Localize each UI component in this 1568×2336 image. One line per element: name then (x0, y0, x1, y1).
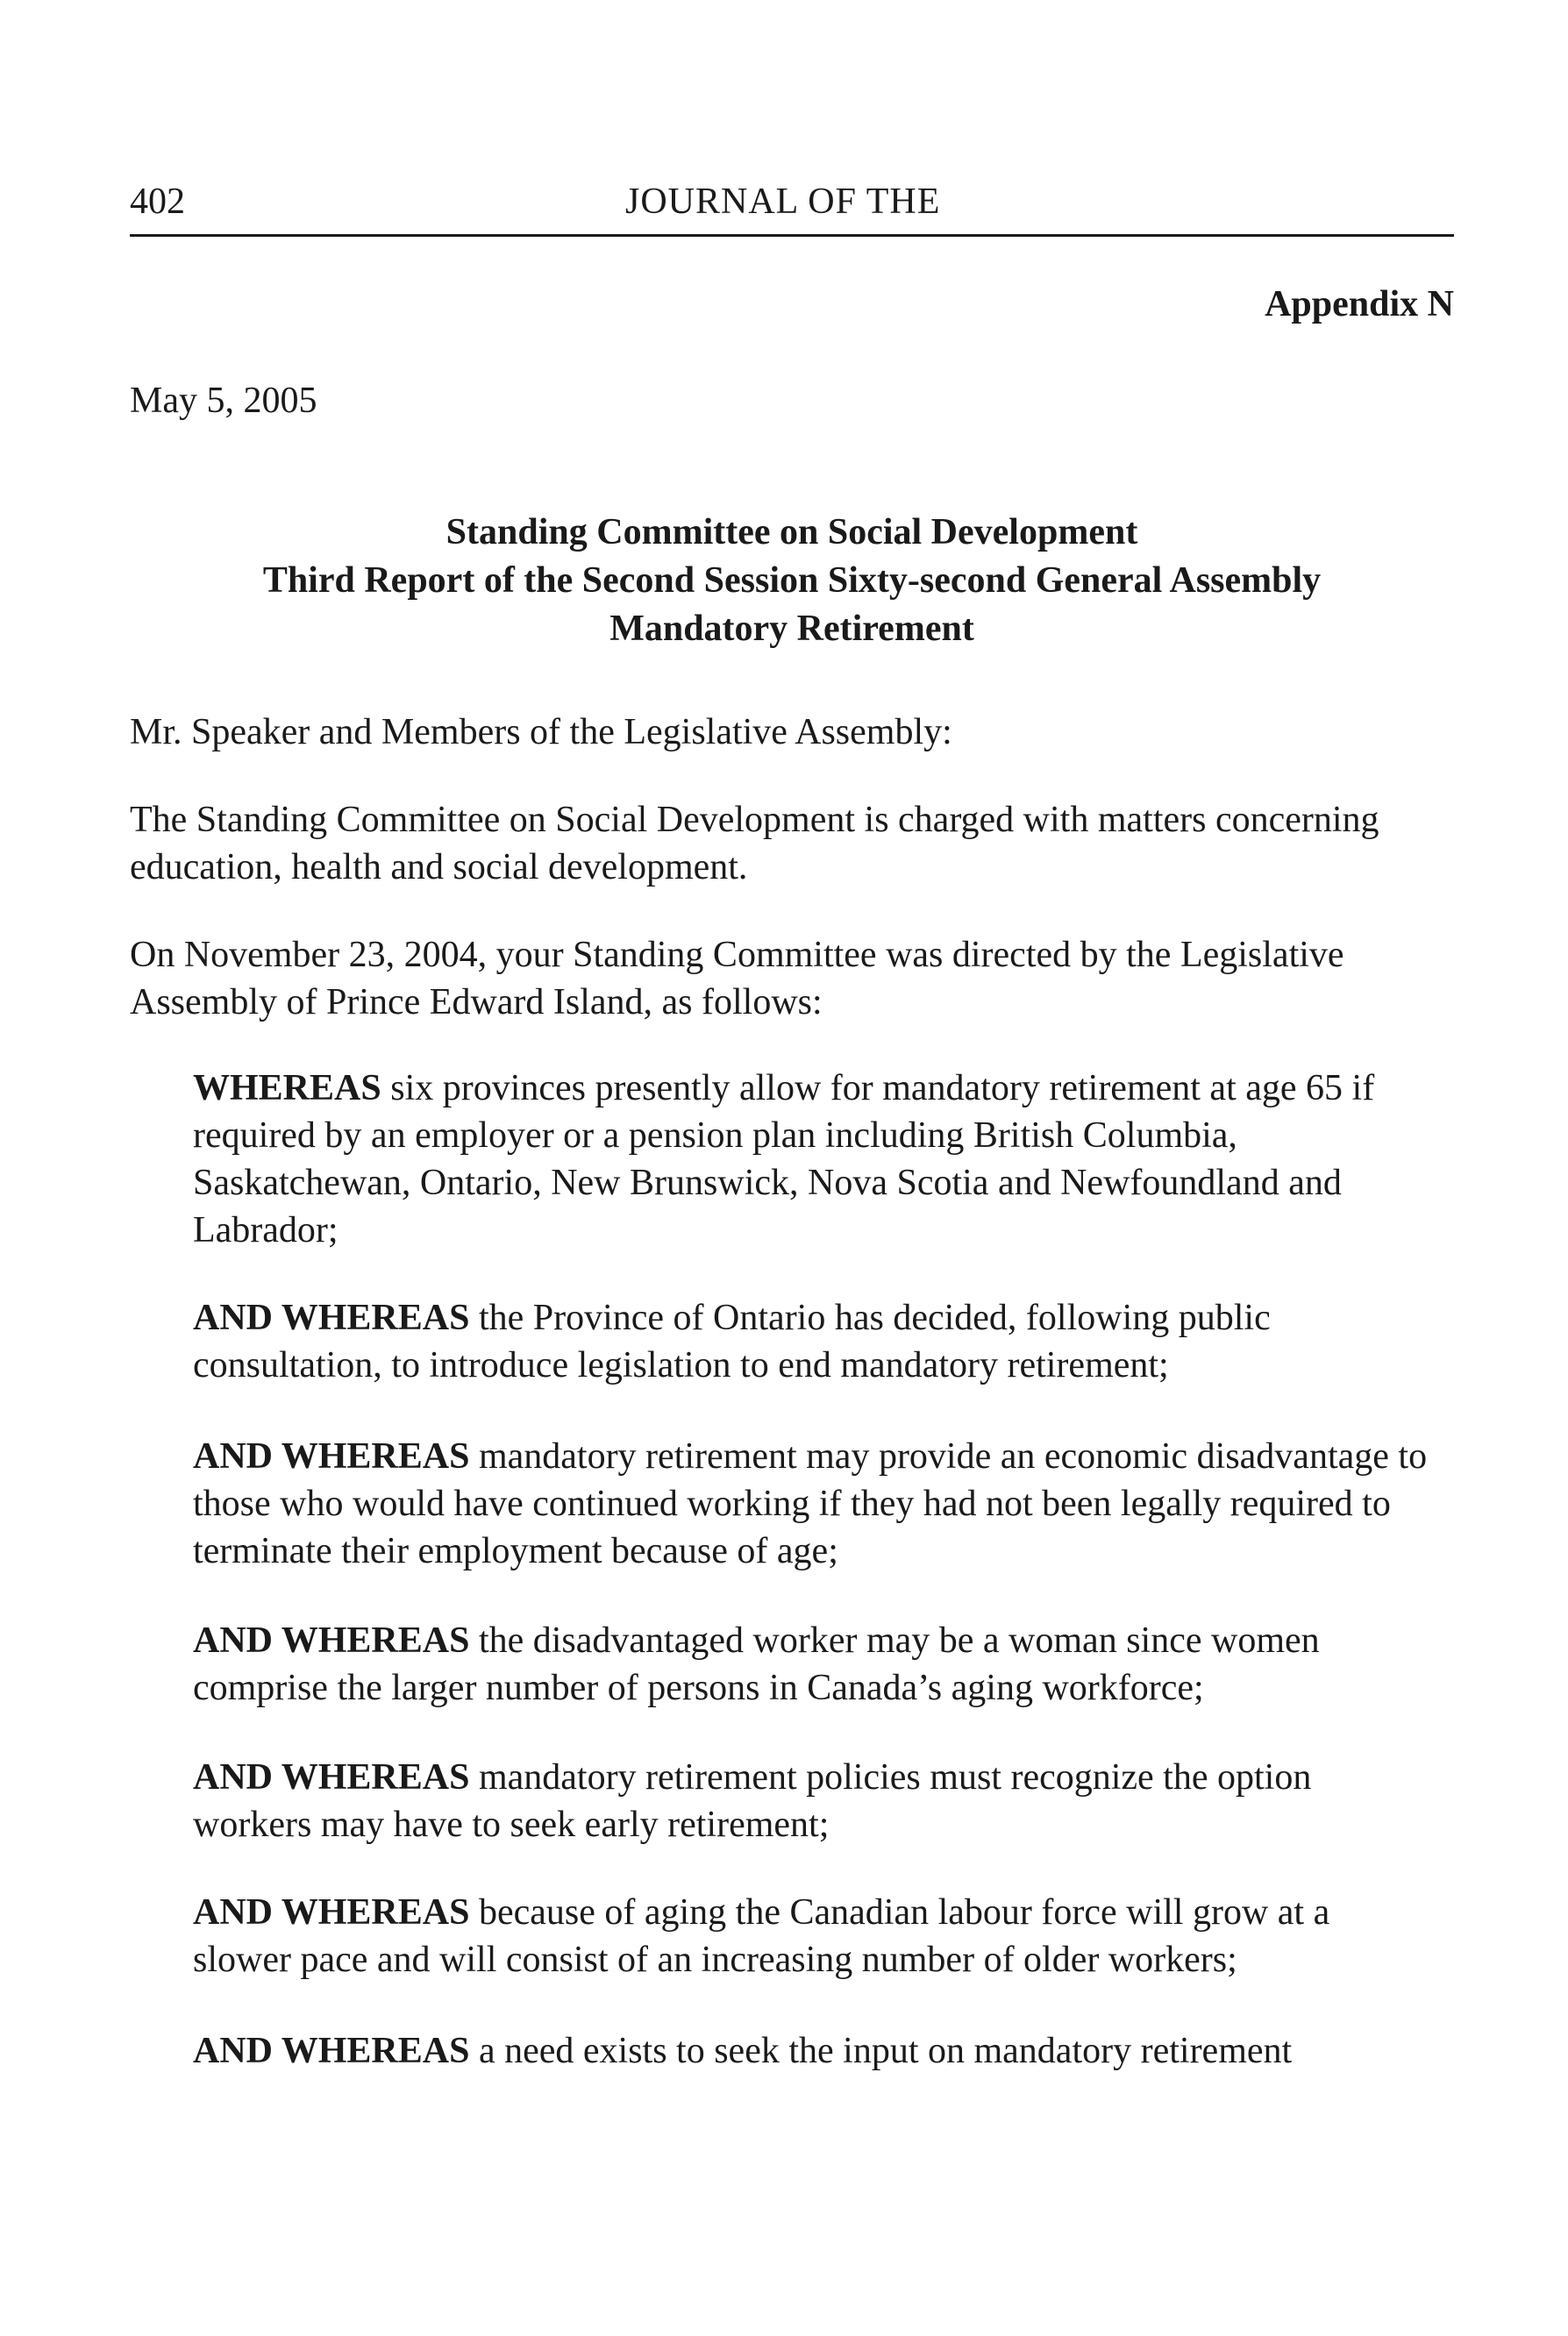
page-number: 402 (130, 182, 185, 222)
whereas-text: a need exists to seek the input on mandatory retirement (469, 2031, 1293, 2071)
whereas-keyword: AND WHEREAS (193, 1757, 470, 1798)
whereas-text: mandatory retirement may provide an economic disadvantage to those who would have continued working if they had not been legally required to terminate their employment because of age; (193, 1436, 1428, 1571)
whereas-clause (193, 1889, 1429, 1983)
whereas-text: the Province of Ontario has decided, following public consultation, to introduce legislation to end mandatory retirement; (193, 1298, 1271, 1385)
report-subtitle: Third Report of the Second Session Sixty-second General Assembly (262, 560, 1322, 601)
whereas-clause (193, 1065, 1429, 1254)
report-topic: Mandatory Retirement (609, 609, 974, 649)
whereas-text: six provinces presently allow for mandatory retirement at age 65 if required by an employer or a pension plan including British Columbia, Saskatchewan, Ontario, New Brunswick, Nova Scotia and Newfoundland and Labrador; (193, 1068, 1375, 1250)
running-header (130, 180, 1454, 237)
whereas-text: because of aging the Canadian labour force will grow at a slower pace and will consist of an increasing number of older workers; (193, 1892, 1330, 1980)
whereas-keyword: AND WHEREAS (193, 1620, 470, 1661)
whereas-clause (193, 1294, 1429, 1389)
whereas-text: the disadvantaged worker may be a woman since women comprise the larger number of persons in Canada’s aging workforce; (193, 1620, 1320, 1708)
appendix-label: Appendix N (1265, 284, 1454, 324)
whereas-keyword: AND WHEREAS (193, 2031, 470, 2071)
report-title (130, 509, 1454, 653)
whereas-clause (193, 1754, 1429, 1848)
report-date: May 5, 2005 (130, 381, 317, 421)
paragraph-mandate: The Standing Committee on Social Development is charged with matters concerning education, health and social development. (130, 800, 1379, 887)
journal-title: JOURNAL OF THE (625, 182, 941, 222)
whereas-clause (193, 1617, 1429, 1712)
whereas-text: mandatory retirement policies must recognize the option workers may have to seek early retirement; (193, 1757, 1312, 1845)
whereas-clause (193, 1433, 1429, 1575)
committee-name: Standing Committee on Social Development (445, 512, 1138, 552)
whereas-clause (193, 2027, 1429, 2075)
paragraph-direction: On November 23, 2004, your Standing Committee was directed by the Legislative Assembly of Prince Edward Island, as follows: (130, 935, 1344, 1022)
whereas-keyword: WHEREAS (193, 1068, 381, 1108)
whereas-keyword: AND WHEREAS (193, 1298, 470, 1338)
whereas-keyword: AND WHEREAS (193, 1892, 470, 1933)
whereas-keyword: AND WHEREAS (193, 1436, 470, 1477)
salutation: Mr. Speaker and Members of the Legislative Assembly: (130, 712, 952, 752)
